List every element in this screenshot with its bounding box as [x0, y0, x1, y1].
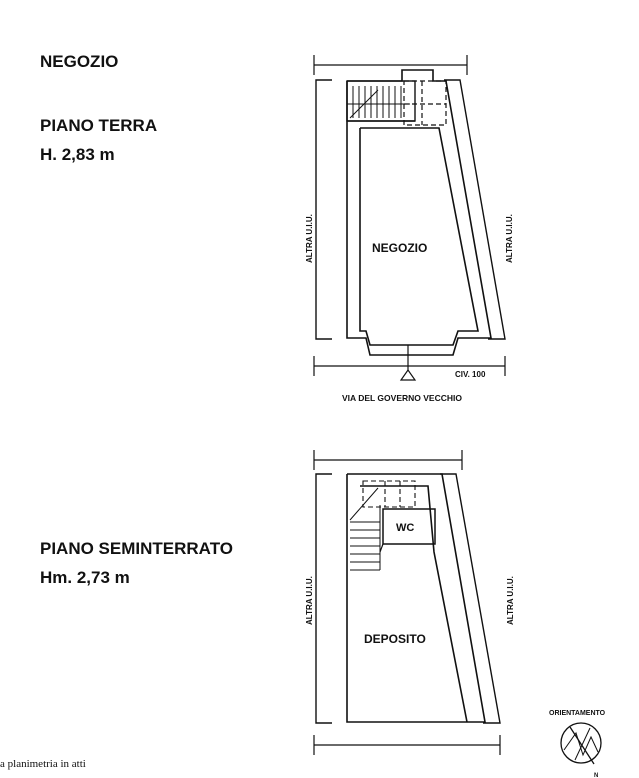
basement-floor-height: Hm. 2,73 m	[40, 568, 130, 587]
basement-wc-label: WC	[396, 522, 415, 534]
basement-neighbor-right-label: ALTRA U.I.U.	[506, 576, 515, 625]
ground-room-label: NEGOZIO	[372, 241, 428, 255]
basement-neighbor-left-label: ALTRA U.I.U.	[305, 576, 314, 625]
ground-floor-title: PIANO TERRA	[40, 116, 158, 135]
section-title: NEGOZIO	[40, 52, 119, 71]
north-label: N	[594, 773, 599, 778]
compass-icon	[561, 723, 601, 764]
ground-floor-plan	[314, 55, 505, 380]
street-name: VIA DEL GOVERNO VECCHIO	[342, 393, 462, 403]
basement-room-label: DEPOSITO	[364, 632, 426, 646]
ground-floor-height: H. 2,83 m	[40, 145, 115, 164]
basement-floor-title: PIANO SEMINTERRATO	[40, 539, 233, 558]
footer-note: a planimetria in atti	[0, 758, 86, 770]
orientation-label: ORIENTAMENTO	[549, 710, 606, 717]
ground-neighbor-left-label: ALTRA U.I.U.	[305, 214, 314, 263]
ground-neighbor-right-label: ALTRA U.I.U.	[505, 214, 514, 263]
basement-floor-plan	[314, 450, 500, 755]
civic-number: CIV. 100	[455, 370, 486, 379]
